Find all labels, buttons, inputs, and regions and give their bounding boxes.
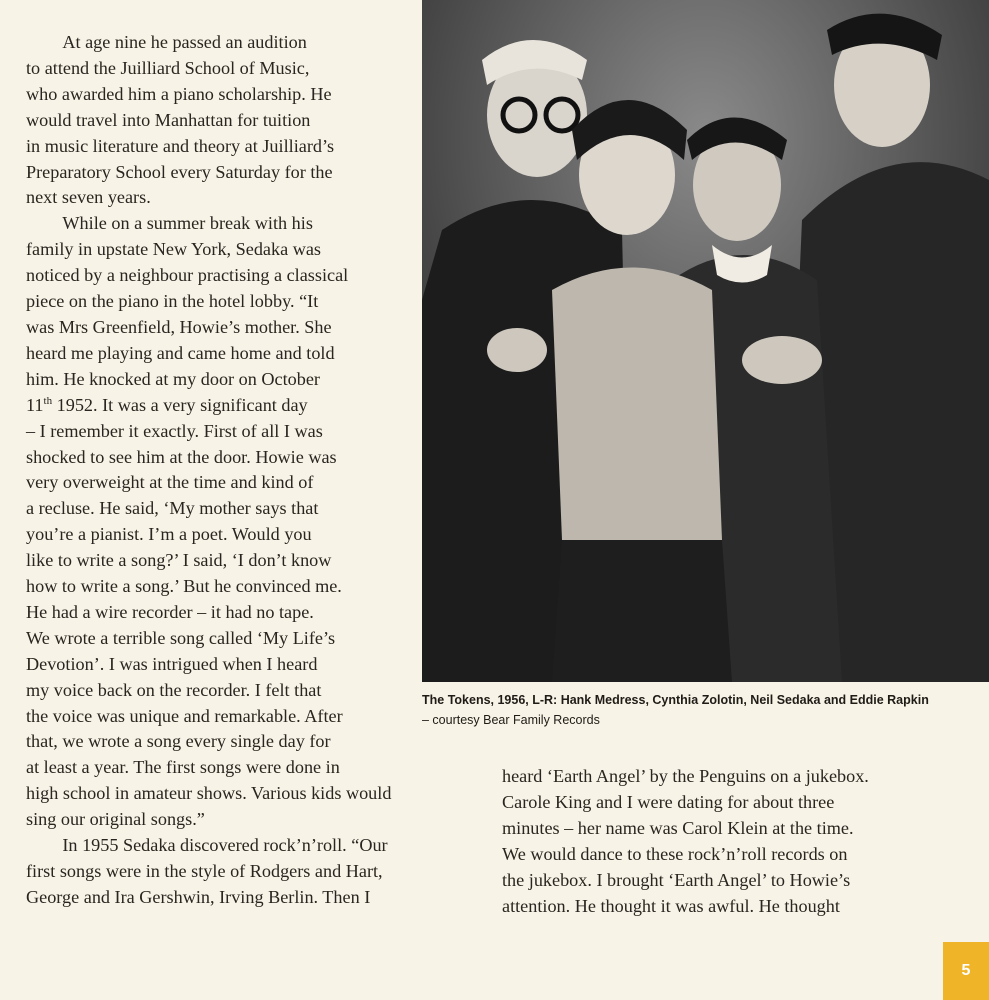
text-line: sing our original songs.” [26,809,205,830]
text-line: at least a year. The first songs were done in [26,757,340,778]
text-line: high school in amateur shows. Various kids would [26,783,392,804]
text-line: who awarded him a piano scholarship. He [26,83,332,104]
page-number-tab [943,942,989,1000]
text-line: – I remember it exactly. First of all I was [26,420,323,441]
photo-the-tokens [422,0,989,682]
caption-credit: – courtesy Bear Family Records [422,713,600,727]
text-line: At age nine he passed an audition [26,32,307,52]
photo-caption [422,690,982,730]
text-line: was Mrs Greenfield, Howie’s mother. She [26,316,332,337]
group-photo-icon [422,0,989,682]
text-line: him. He knocked at my door on October [26,368,320,389]
text-line-superscript: 11th 1952. It was a very significant day [26,394,308,415]
text-line: the voice was unique and remarkable. After [26,705,343,726]
text-line: my voice back on the recorder. I felt that [26,679,322,700]
text-line: We wrote a terrible song called ‘My Life’s [26,627,336,648]
text-line: how to write a song.’ But he convinced me. [26,576,342,597]
text-line: in music literature and theory at Juilliard’s [26,135,335,156]
text-line: In 1955 Sedaka discovered rock’n’roll. “Our [26,835,388,856]
body-text-right-column [502,764,962,919]
text-line: shocked to see him at the door. Howie was [26,446,337,467]
body-text-left-column [26,30,446,911]
text-line: very overweight at the time and kind of [26,472,314,493]
text-line: piece on the piano in the hotel lobby. “It [26,291,319,312]
text-line: Preparatory School every Saturday for the [26,161,333,182]
text-line: minutes – her name was Carol Klein at the time. [502,817,854,838]
text-line: to attend the Juilliard School of Music, [26,57,310,78]
text-line: While on a summer break with his [26,213,313,234]
text-line: He had a wire recorder – it had no tape. [26,601,314,622]
text-line: heard me playing and came home and told [26,342,335,363]
text-line: attention. He thought it was awful. He thought [502,895,840,916]
text-line: that, we wrote a song every single day for [26,731,331,752]
text-line: We would dance to these rock’n’roll records on [502,843,848,864]
text-line: you’re a pianist. I’m a poet. Would you [26,524,312,545]
text-line: family in upstate New York, Sedaka was [26,239,321,260]
text-line: would travel into Manhattan for tuition [26,109,311,130]
text-line: next seven years. [26,187,151,208]
text-line: noticed by a neighbour practising a classical [26,265,349,286]
text-line: like to write a song?’ I said, ‘I don’t know [26,550,332,571]
text-line: a recluse. He said, ‘My mother says that [26,498,319,519]
text-line: Carole King and I were dating for about three [502,791,835,812]
caption-title: The Tokens, 1956, L-R: Hank Medress, Cynthia Zolotin, Neil Sedaka and Eddie Rapkin [422,693,929,707]
text-line: George and Ira Gershwin, Irving Berlin. Then I [26,886,371,907]
text-line: the jukebox. I brought ‘Earth Angel’ to Howie’s [502,869,851,890]
text-line: Devotion’. I was intrigued when I heard [26,653,318,674]
page-number: 5 [961,962,971,979]
text-line: first songs were in the style of Rodgers and Hart, [26,861,383,881]
text-line: heard ‘Earth Angel’ by the Penguins on a jukebox. [502,766,869,786]
